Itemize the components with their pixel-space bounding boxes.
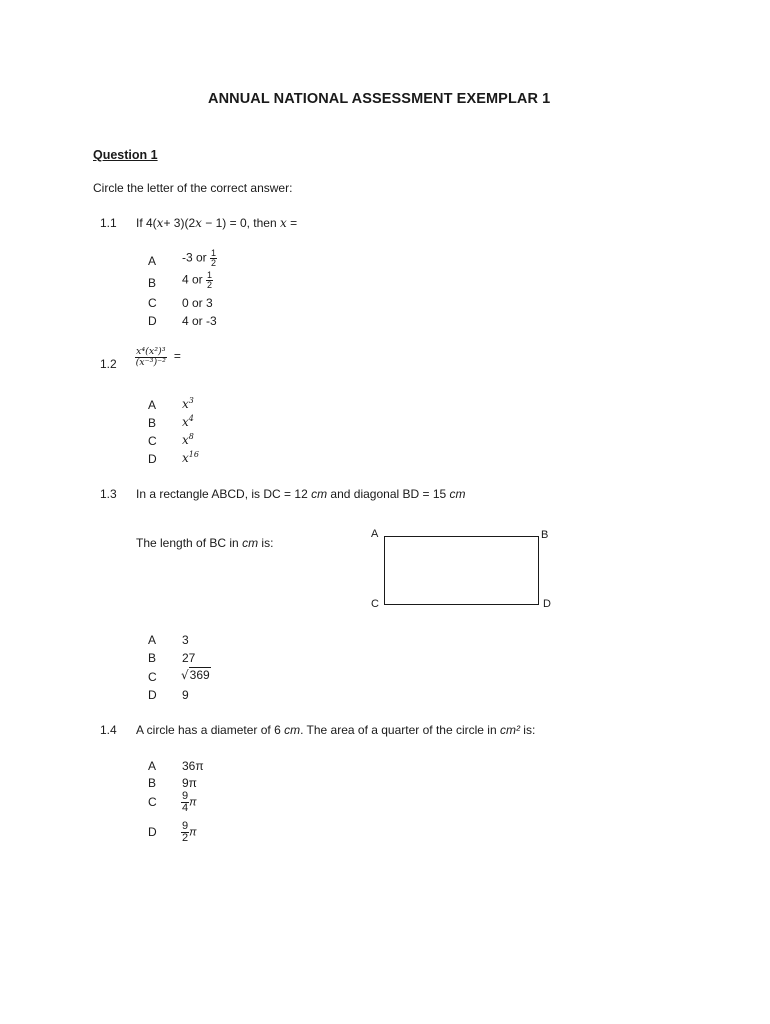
vertex-label-b: B [541, 529, 549, 541]
q1-1-option-d-letter[interactable]: D [148, 314, 157, 328]
q1-3-option-d: 9 [182, 688, 189, 702]
q1-4-option-b-letter[interactable]: B [148, 776, 157, 790]
q1-3-option-b: 27 [182, 651, 196, 665]
question-heading: Question 1 [93, 148, 158, 162]
q1-3-option-c: √369 [181, 668, 210, 682]
vertex-label-c: C [371, 598, 379, 610]
q1-3-subprompt: The length of BC in cm is: [136, 536, 274, 550]
q1-3-option-b-letter[interactable]: B [148, 651, 157, 665]
vertex-label-d: D [543, 598, 551, 610]
q1-2-option-d: $x^{16}$ [182, 450, 199, 465]
q1-1-prompt: If 4(x+ 3)(2x − 1) = 0, then x = [136, 216, 298, 230]
q1-4-option-a: 36π [182, 759, 204, 773]
q1-4-option-c: $\frac{9}{4}$ π [182, 790, 197, 814]
q1-2-option-c-letter[interactable]: C [148, 434, 157, 448]
q1-4-option-a-letter[interactable]: A [148, 759, 157, 773]
q1-3-option-d-letter[interactable]: D [148, 688, 157, 702]
q1-4-option-d-letter[interactable]: D [148, 825, 157, 839]
q1-1-option-a: -3 or $\frac{1}{2}$ [182, 248, 217, 268]
q1-2-expression: $\frac{\text{x⁴(x²)³}}{\text{(x⁻³)⁻²}}$ = [135, 346, 181, 368]
q1-2-option-b: $x^4$ [182, 414, 194, 429]
q1-1-option-b-letter[interactable]: B [148, 276, 157, 290]
page-title: ANNUAL NATIONAL ASSESSMENT EXEMPLAR 1 [208, 91, 551, 107]
q1-4-number: 1.4 [100, 723, 117, 737]
q1-3-option-c-letter[interactable]: C [148, 670, 157, 684]
q1-1-option-d: 4 or -3 [182, 314, 217, 328]
q1-2-option-c: $x^8$ [182, 432, 194, 447]
q1-1-option-b: 4 or $\frac{1}{2}$ [182, 270, 213, 290]
q1-3-option-a: 3 [182, 633, 189, 647]
q1-3-prompt: In a rectangle ABCD, is DC = 12 cm and diagonal BD = 15 cm [136, 487, 466, 501]
vertex-label-a: A [371, 528, 379, 540]
q1-1-option-c-letter[interactable]: C [148, 296, 157, 310]
q1-4-option-d: $\frac{9}{2}$ π [182, 820, 197, 844]
q1-1-number: 1.1 [100, 216, 117, 230]
q1-2-option-d-letter[interactable]: D [148, 452, 157, 466]
q1-3-number: 1.3 [100, 487, 117, 501]
q1-3-option-a-letter[interactable]: A [148, 633, 157, 647]
q1-4-option-c-letter[interactable]: C [148, 795, 157, 809]
rectangle-diagram [384, 536, 539, 605]
q1-2-option-a: $x^3$ [182, 396, 194, 411]
q1-1-option-c: 0 or 3 [182, 296, 213, 310]
q1-4-prompt: A circle has a diameter of 6 cm. The area of a quarter of the circle in cm² is: [136, 723, 536, 737]
instruction-text: Circle the letter of the correct answer: [93, 181, 293, 195]
q1-2-option-b-letter[interactable]: B [148, 416, 157, 430]
q1-2-number: 1.2 [100, 357, 117, 371]
q1-1-option-a-letter[interactable]: A [148, 254, 157, 268]
q1-4-option-b: 9π [182, 776, 197, 790]
q1-2-option-a-letter[interactable]: A [148, 398, 157, 412]
